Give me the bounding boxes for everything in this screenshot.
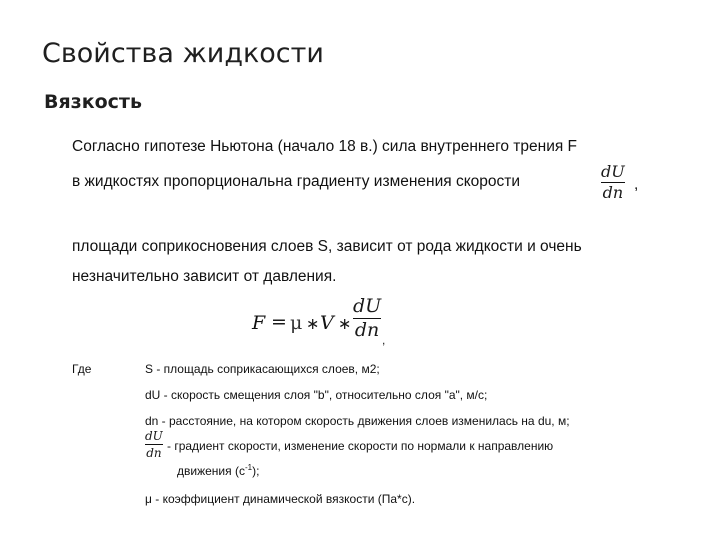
legend-fraction-denominator: dn bbox=[146, 446, 162, 460]
formula-denominator: dn bbox=[354, 319, 380, 341]
formula-multiply-2: ∗ bbox=[338, 314, 352, 333]
formula-mu: μ bbox=[290, 312, 303, 334]
fraction-numerator: dU bbox=[601, 162, 625, 181]
paragraph-line-1: Согласно гипотезе Ньютона (начало 18 в.) сила внутреннего трения F bbox=[72, 138, 578, 155]
legend-item-s: S - площадь соприкасающихся слоев, м2; bbox=[145, 362, 380, 376]
paragraph-line-2: в жидкостях пропорциональна градиенту изменения скорости bbox=[72, 173, 521, 190]
legend-item-mu: μ - коэффициент динамической вязкости (Па*с). bbox=[145, 492, 416, 506]
formula-comma: , bbox=[382, 333, 386, 347]
paragraph-comma: , bbox=[634, 176, 639, 193]
section-heading: Вязкость bbox=[44, 91, 142, 113]
paragraph-line-4: незначительно зависит от давления. bbox=[72, 268, 337, 285]
formula-multiply-1: ∗ bbox=[306, 314, 320, 333]
where-label: Где bbox=[72, 362, 92, 376]
paragraph-line-3: площади соприкосновения слоев S, зависит от рода жидкости и очень bbox=[72, 238, 582, 255]
legend-gradient-text: - градиент скорости, изменение скорости по нормали к направлению bbox=[167, 439, 554, 453]
legend-fraction-bar bbox=[145, 444, 163, 445]
velocity-gradient-fraction bbox=[601, 164, 625, 201]
legend-gradient-cont-pre: движения (с bbox=[177, 464, 245, 478]
formula-volume: V bbox=[320, 312, 334, 334]
legend-gradient-continuation bbox=[177, 463, 259, 478]
legend-fraction-numerator: dU bbox=[145, 429, 163, 443]
legend-gradient-sup: -1 bbox=[244, 463, 253, 472]
formula-lhs: F bbox=[252, 312, 266, 334]
legend-item-dn: dn - расстояние, на котором скорость движения слоев изменилась на du, м; bbox=[145, 414, 570, 428]
formula-equals: = bbox=[271, 311, 287, 333]
formula-fraction bbox=[353, 297, 381, 340]
fraction-denominator: dn bbox=[602, 183, 624, 202]
formula-numerator: dU bbox=[353, 295, 382, 317]
legend-gradient-fraction bbox=[145, 430, 163, 459]
legend-item-du: dU - скорость смещения слоя "b", относительно слоя "a", м/с; bbox=[145, 388, 488, 402]
slide-title: Свойства жидкости bbox=[42, 38, 324, 69]
legend-gradient-cont-post: ); bbox=[252, 464, 260, 478]
